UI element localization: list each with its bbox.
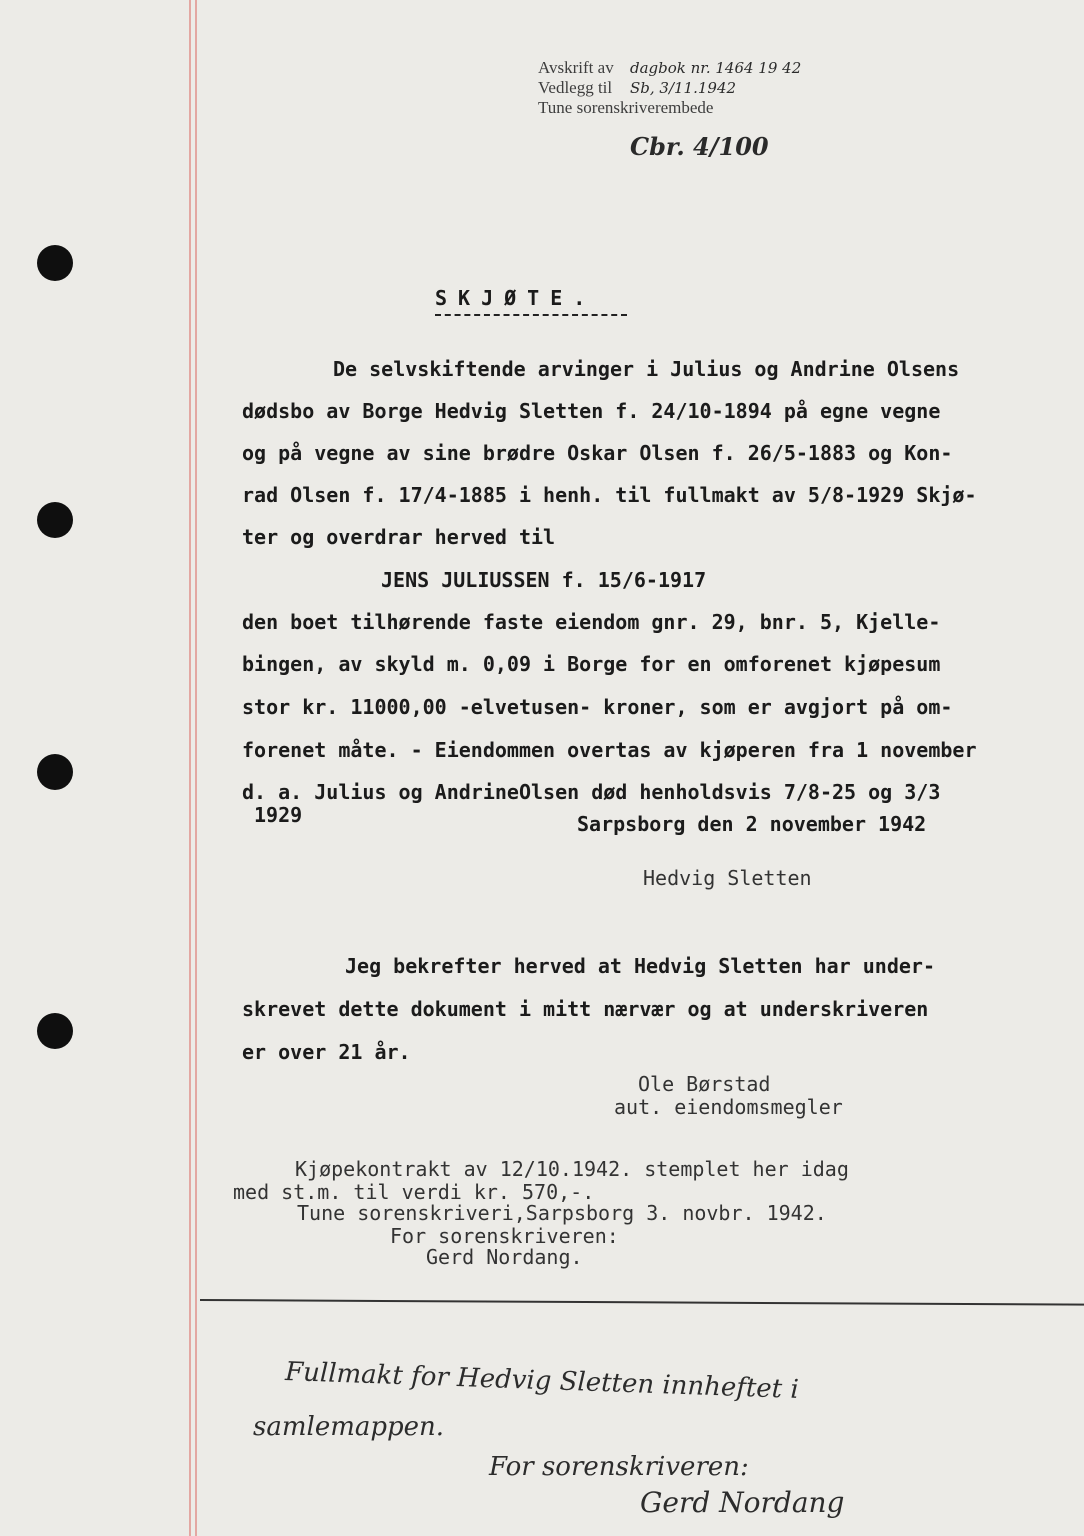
handwritten-line: For sorenskriveren: — [489, 1452, 749, 1482]
registry-line: Tune sorenskriveri,Sarpsborg 3. novbr. 1942. — [297, 1201, 827, 1225]
attest-line: Jeg bekrefter herved at Hedvig Sletten har under- — [345, 954, 936, 978]
punch-hole-icon — [37, 754, 73, 790]
punch-hole-icon — [37, 245, 73, 281]
body-line: bingen, av skyld m. 0,09 i Borge for en omforenet kjøpesum — [242, 652, 941, 676]
attest-line: skrevet dette dokument i mitt nærvær og at underskriveren — [242, 997, 929, 1021]
stamp-handwritten-text: Sb, 3/11.1942 — [630, 79, 737, 97]
buyer-name: JENS JULIUSSEN f. 15/6-1917 — [381, 568, 707, 592]
seller-signature: Hedvig Sletten — [643, 866, 812, 890]
punch-hole-icon — [37, 1013, 73, 1049]
document-title: SKJØTE. — [435, 286, 597, 310]
registry-line: For sorenskriveren: — [390, 1224, 619, 1248]
registry-line: Kjøpekontrakt av 12/10.1942. stemplet her idag — [295, 1157, 849, 1181]
place-date: Sarpsborg den 2 november 1942 — [577, 812, 927, 836]
body-line: ter og overdrar herved til — [242, 525, 556, 549]
body-line: De selvskiftende arvinger i Julius og Andrine Olsens — [333, 357, 960, 381]
stamp-printed-text: Avskrift av — [538, 58, 614, 77]
stamp-handwritten-text: dagbok nr. 1464 19 42 — [630, 59, 802, 77]
witness-name: Ole Børstad — [638, 1072, 771, 1096]
stamp-printed-text: Vedlegg til — [538, 78, 613, 97]
body-line: forenet måte. - Eiendommen overtas av kjøperen fra 1 november — [242, 738, 977, 762]
punch-hole-icon — [37, 502, 73, 538]
witness-title: aut. eiendomsmegler — [614, 1095, 843, 1119]
handwritten-signature: Gerd Nordang — [640, 1486, 845, 1519]
margin-line — [195, 0, 197, 1536]
separator-line — [200, 1299, 1084, 1306]
stamp-office: Tune sorenskriverembede — [538, 98, 714, 117]
registry-signature: Gerd Nordang. — [426, 1245, 583, 1269]
registry-line: med st.m. til verdi kr. 570,-. — [233, 1180, 595, 1204]
stamp-handwritten-mark: Cbr. 4/100 — [630, 132, 769, 161]
body-line: rad Olsen f. 17/4-1885 i henh. til fullmakt av 5/8-1929 Skjø- — [242, 483, 977, 507]
attest-line: er over 21 år. — [242, 1040, 411, 1064]
body-line: og på vegne av sine brødre Oskar Olsen f. 26/5-1883 og Kon- — [242, 441, 953, 465]
body-line: stor kr. 11000,00 -elvetusen- kroner, som er avgjort på om- — [242, 695, 953, 719]
handwritten-line: samlemappen. — [253, 1412, 445, 1442]
handwritten-line: Fullmakt for Hedvig Sletten innheftet i — [284, 1357, 800, 1405]
margin-line — [189, 0, 191, 1536]
title-underline — [435, 314, 627, 316]
body-line: dødsbo av Borge Hedvig Sletten f. 24/10-1894 på egne vegne — [242, 399, 941, 423]
body-line: d. a. Julius og AndrineOlsen død henholdsvis 7/8-25 og 3/3 — [242, 780, 941, 804]
body-line: den boet tilhørende faste eiendom gnr. 29, bnr. 5, Kjelle- — [242, 610, 941, 634]
registry-stamp — [538, 58, 801, 118]
body-line: 1929 — [254, 803, 303, 827]
